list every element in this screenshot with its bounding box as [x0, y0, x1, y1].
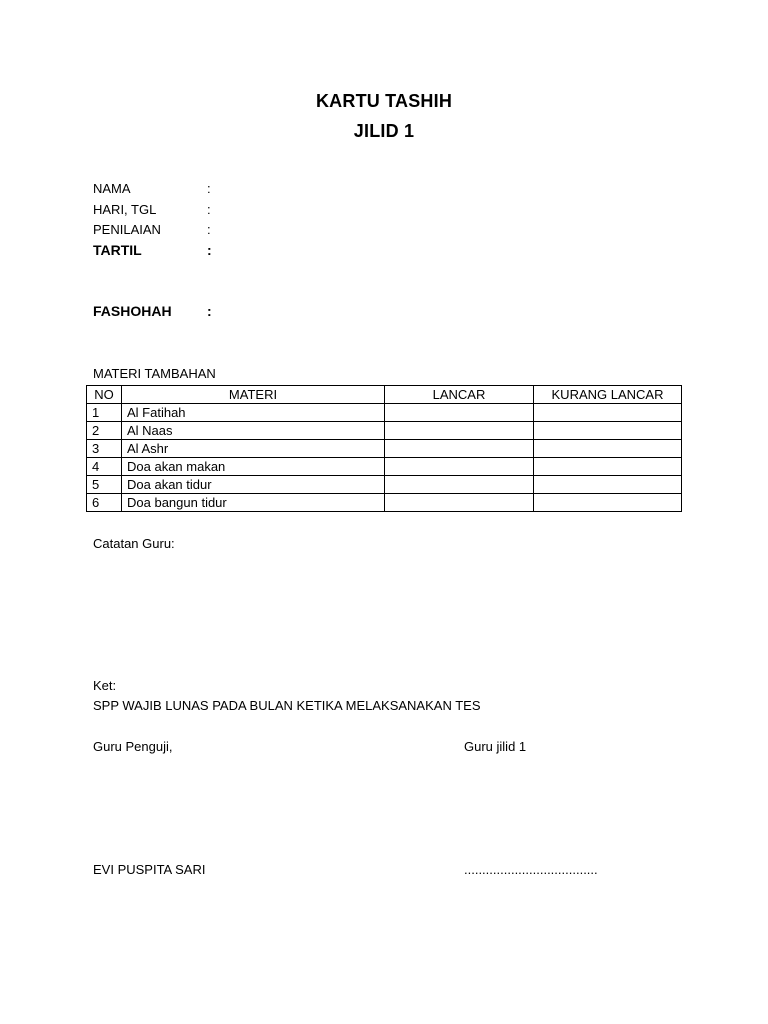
field-colon: : — [207, 181, 211, 196]
ket-label: Ket: — [93, 678, 117, 693]
cell-lancar — [385, 458, 534, 476]
cell-no: 5 — [87, 476, 122, 494]
cell-no: 4 — [87, 458, 122, 476]
cell-kurang-lancar — [534, 404, 682, 422]
column-header-no: NO — [87, 386, 122, 404]
cell-lancar — [385, 422, 534, 440]
signature-role-left: Guru Penguji, — [93, 739, 173, 754]
column-header-kurang-lancar: KURANG LANCAR — [534, 386, 682, 404]
materi-heading: MATERI TAMBAHAN — [93, 366, 216, 381]
cell-lancar — [385, 404, 534, 422]
cell-kurang-lancar — [534, 440, 682, 458]
field-label: TARTIL — [93, 242, 142, 258]
cell-lancar — [385, 476, 534, 494]
cell-kurang-lancar — [534, 476, 682, 494]
table-row — [87, 422, 682, 440]
cell-materi: Doa akan tidur — [122, 476, 385, 494]
field-label: NAMA — [93, 181, 131, 196]
table-header-row — [87, 386, 682, 404]
ket-note: SPP WAJIB LUNAS PADA BULAN KETIKA MELAKSANAKAN TES — [93, 698, 481, 713]
field-colon: : — [207, 202, 211, 217]
field-colon: : — [207, 303, 212, 319]
document-title: KARTU TASHIH — [315, 91, 453, 111]
field-colon: : — [207, 242, 212, 258]
table-row — [87, 440, 682, 458]
materi-table — [86, 385, 682, 512]
signature-name-left: EVI PUSPITA SARI — [93, 862, 206, 877]
catatan-guru-label: Catatan Guru: — [93, 536, 175, 551]
field-colon: : — [207, 222, 211, 237]
field-label: PENILAIAN — [93, 222, 161, 237]
signature-role-right: Guru jilid 1 — [464, 739, 527, 754]
field-label: HARI, TGL — [93, 202, 157, 217]
cell-materi: Al Naas — [122, 422, 385, 440]
cell-kurang-lancar — [534, 422, 682, 440]
table-row — [87, 476, 682, 494]
cell-no: 6 — [87, 494, 122, 512]
column-header-materi: MATERI — [122, 386, 385, 404]
cell-materi: Al Ashr — [122, 440, 385, 458]
cell-no: 2 — [87, 422, 122, 440]
document-subtitle: JILID 1 — [353, 121, 415, 141]
table-row — [87, 458, 682, 476]
cell-kurang-lancar — [534, 494, 682, 512]
table-row — [87, 494, 682, 512]
field-label: FASHOHAH — [93, 303, 172, 319]
cell-no: 1 — [87, 404, 122, 422]
cell-kurang-lancar — [534, 458, 682, 476]
cell-lancar — [385, 494, 534, 512]
cell-lancar — [385, 440, 534, 458]
signature-name-right: ..................................... — [464, 862, 598, 877]
cell-materi: Doa bangun tidur — [122, 494, 385, 512]
cell-materi: Doa akan makan — [122, 458, 385, 476]
column-header-lancar: LANCAR — [385, 386, 534, 404]
cell-materi: Al Fatihah — [122, 404, 385, 422]
cell-no: 3 — [87, 440, 122, 458]
table-row — [87, 404, 682, 422]
